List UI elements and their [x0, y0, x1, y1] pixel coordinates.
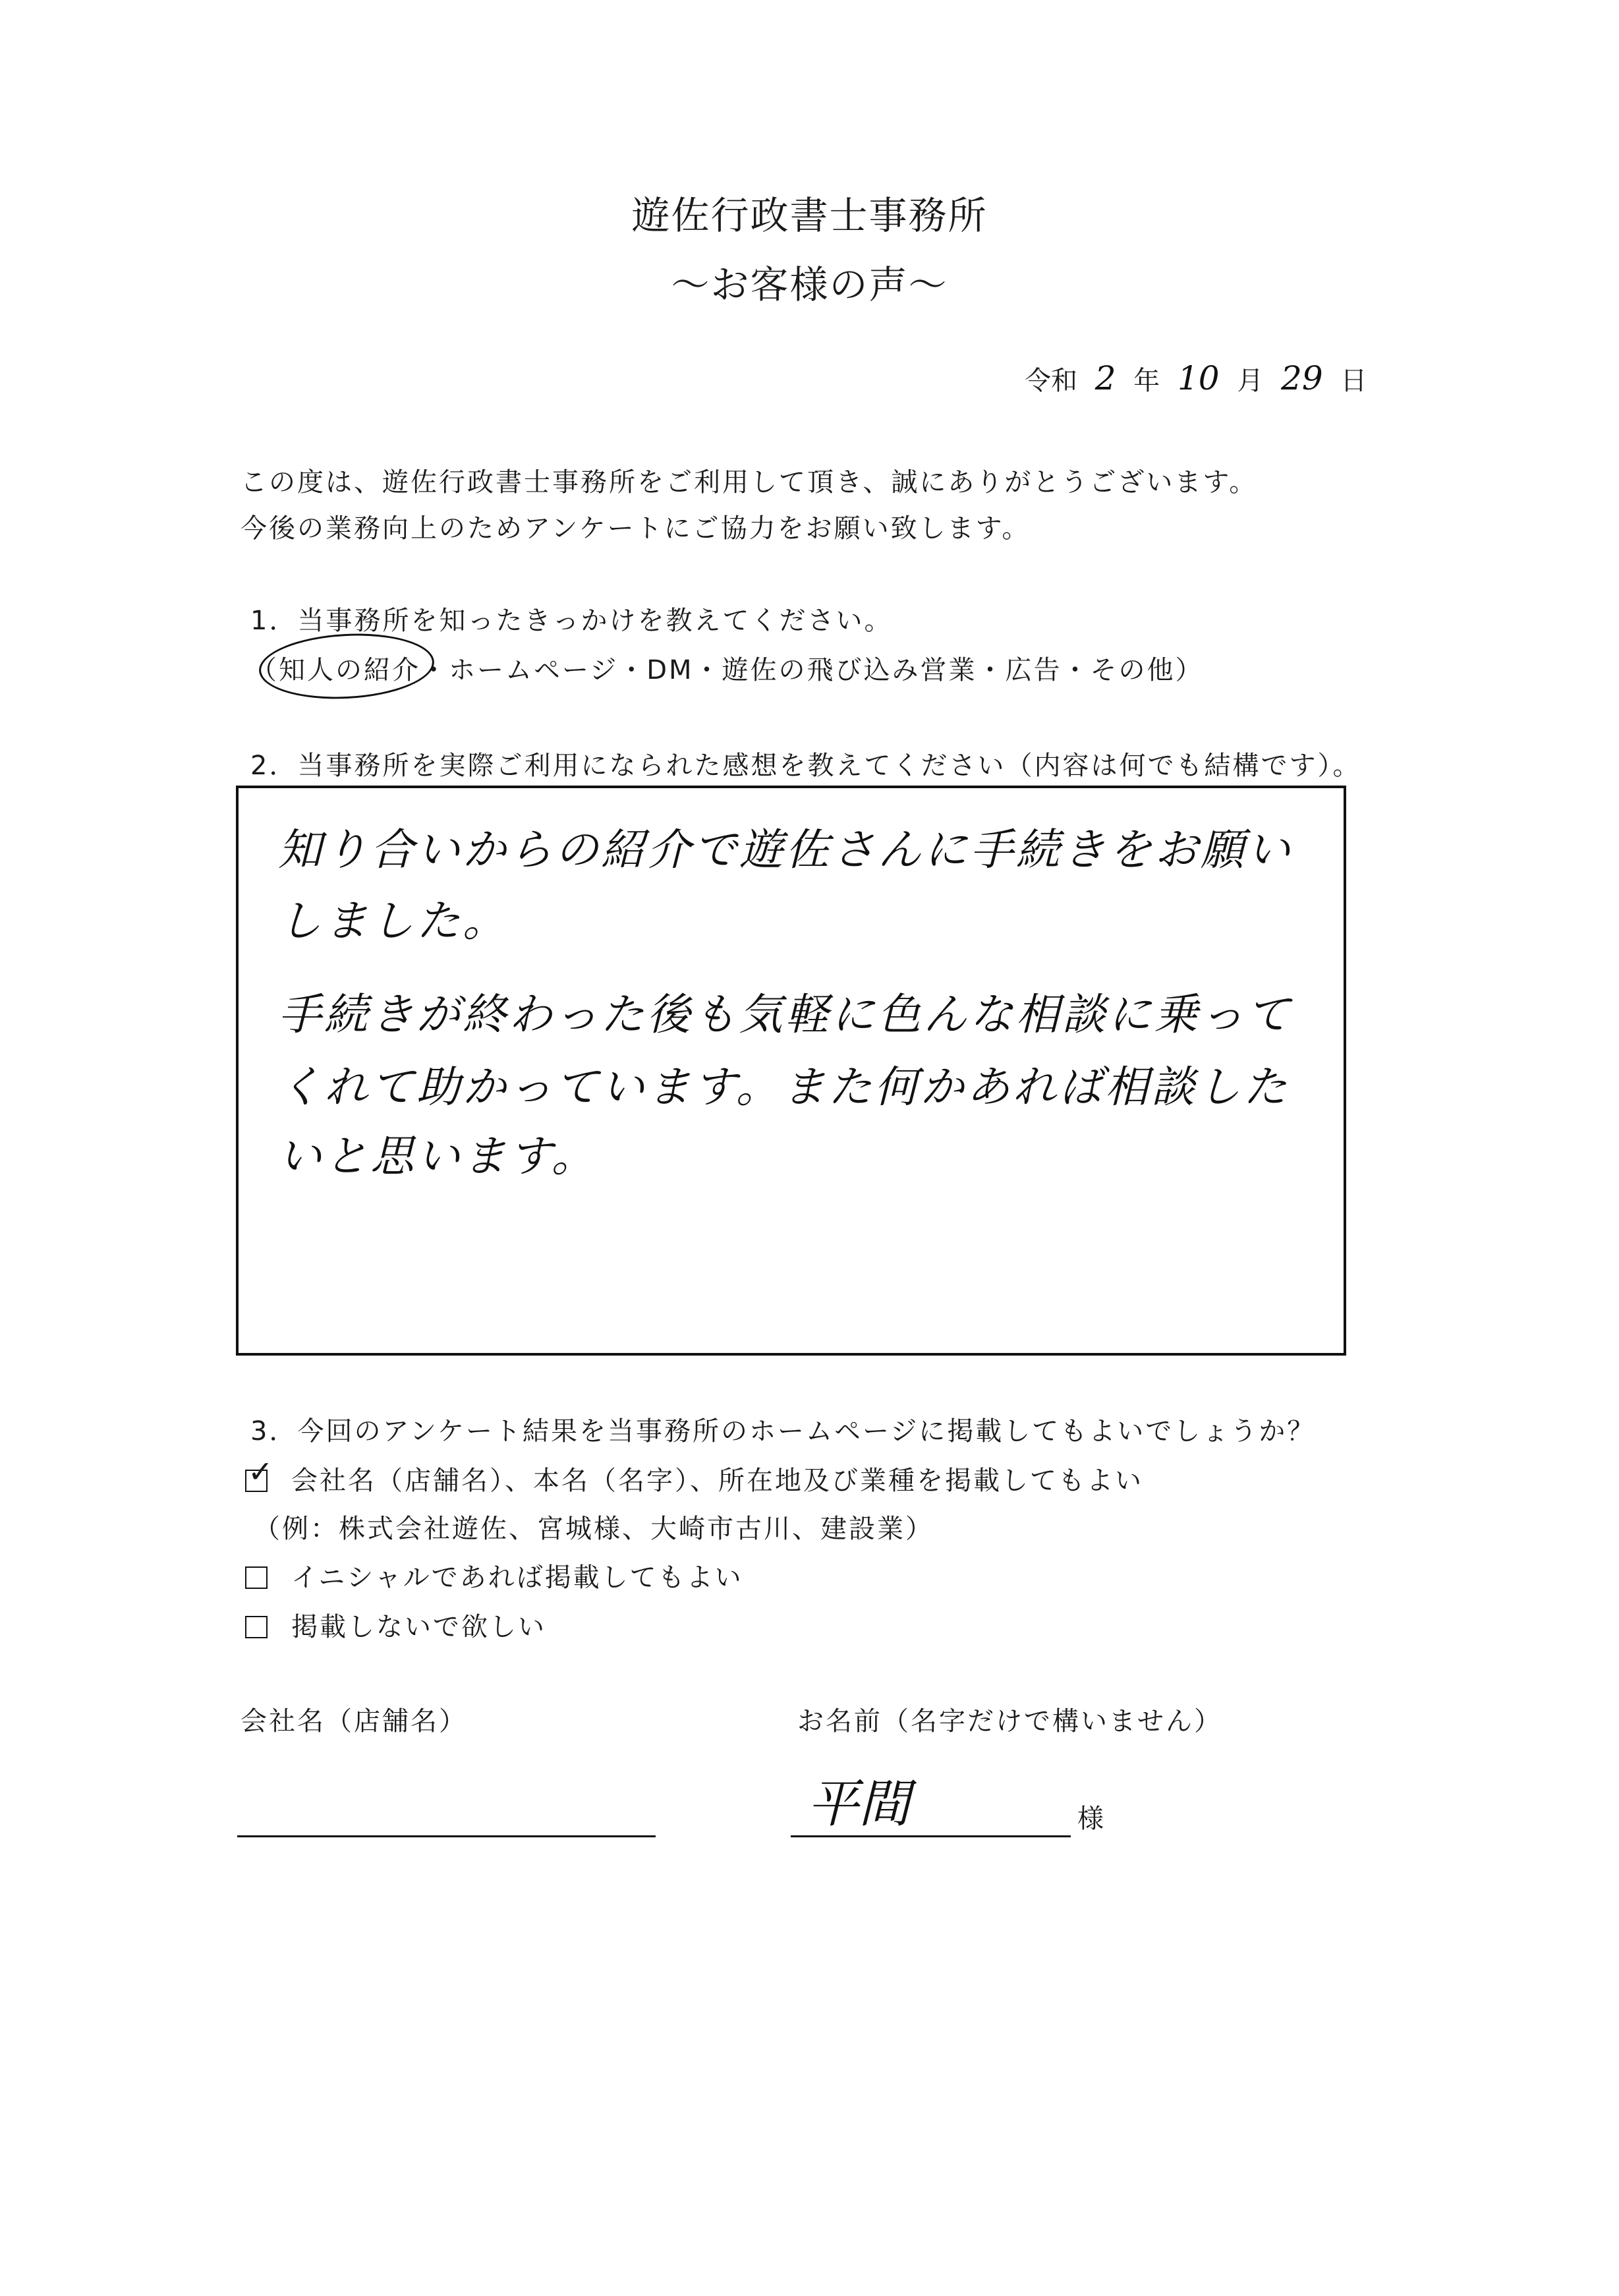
- company-name-line: [237, 1835, 656, 1837]
- check-icon: ✓: [248, 1454, 275, 1489]
- customer-name-line: [791, 1835, 1071, 1837]
- company-name-label: 会社名（店舗名）: [241, 1706, 467, 1736]
- question-3: 3．今回のアンケート結果を当事務所のホームページに掲載してもよいでしょうか？: [250, 1416, 1316, 1447]
- intro-line-1: この度は、遊佐行政書士事務所をご利用して頂き、誠にありがとうございます。: [241, 467, 1258, 498]
- other-options: ・ホームページ・DM・遊佐の飛び込み営業・広告・その他）: [420, 655, 1204, 685]
- page-subtitle: ～お客様の声～: [671, 262, 948, 307]
- consent-checkbox-none[interactable]: [245, 1616, 268, 1638]
- consent-option-initials-label: イニシャルであれば掲載してもよい: [291, 1563, 743, 1593]
- answer-box: [236, 786, 1346, 1356]
- answer-line-3: 手続きが終わった後も気軽に色んな相談に乗って: [278, 989, 1293, 1040]
- answer-line-1: 知り合いからの紹介で遊佐さんに手続きをお願い: [278, 824, 1293, 875]
- consent-option-full[interactable]: [245, 1454, 1143, 1497]
- consent-example: （例：株式会社遊佐、宮城様、大崎市古川、建設業）: [254, 1514, 934, 1544]
- date-era: 令和: [1025, 366, 1077, 396]
- date-month: 10: [1177, 359, 1220, 397]
- date-year-unit: 年: [1133, 366, 1160, 396]
- consent-option-full-label: 会社名（店舗名）、本名（名字）、所在地及び業種を掲載してもよい: [291, 1466, 1143, 1496]
- question-1: 1．当事務所を知ったきっかけを教えてください。: [250, 606, 893, 636]
- intro-line-2: 今後の業務向上のためアンケートにご協力をお願い致します。: [241, 513, 1031, 544]
- office-title: 遊佐行政書士事務所: [631, 193, 988, 238]
- answer-line-4: くれて助かっています。また何かあれば相談した: [278, 1062, 1290, 1112]
- date-line: [1025, 359, 1367, 397]
- consent-option-none-label: 掲載しないで欲しい: [291, 1612, 546, 1642]
- answer-line-5: いと思います。: [278, 1131, 598, 1182]
- options-open-paren: （: [250, 655, 279, 685]
- answer-line-2: しました。: [278, 896, 509, 946]
- date-day: 29: [1281, 359, 1323, 397]
- honorific: 様: [1077, 1804, 1106, 1834]
- consent-checkbox-initials[interactable]: [245, 1566, 268, 1589]
- consent-checkbox-full[interactable]: [245, 1454, 275, 1492]
- customer-name-label: お名前（名字だけで構いません）: [797, 1706, 1222, 1736]
- question-2: 2．当事務所を実際ご利用になられた感想を教えてください（内容は何でも結構です）。: [250, 751, 1361, 781]
- consent-option-initials[interactable]: [245, 1557, 743, 1594]
- customer-name-signature: 平間: [807, 1775, 911, 1834]
- date-year: 2: [1094, 359, 1116, 397]
- consent-option-none[interactable]: [245, 1606, 546, 1644]
- selection-circle: [258, 629, 436, 703]
- selected-option: 知人の紹介: [279, 655, 420, 685]
- date-day-unit: 日: [1340, 366, 1367, 396]
- date-month-unit: 月: [1237, 366, 1264, 396]
